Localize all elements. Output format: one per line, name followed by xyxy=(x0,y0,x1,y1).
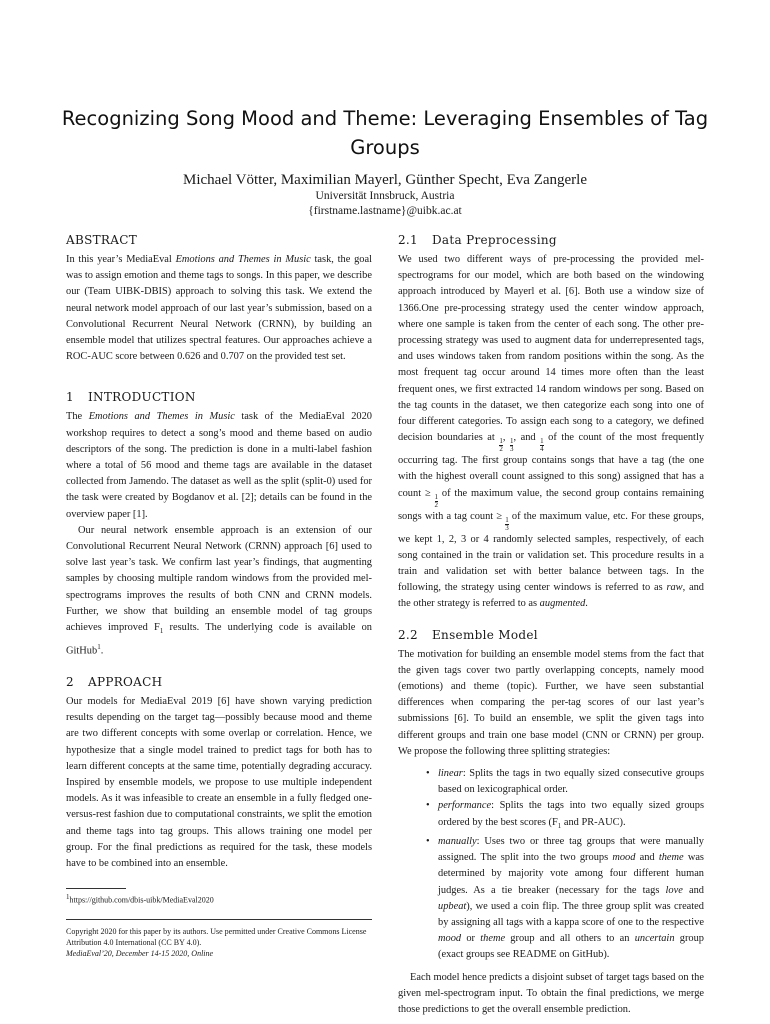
abstract-heading: ABSTRACT xyxy=(66,233,137,247)
left-column xyxy=(66,230,372,959)
approach-heading: 2 APPROACH xyxy=(66,675,163,690)
introduction-paragraph-1: The Emotions and Themes in Music task of the MediaEval 2020 workshop requires to detect a song’s mood and theme based on audio descriptors of the song. The prediction is done in a multi-label fashion where a total of 56 mood and theme tags are available in the dataset collected from Jamendo. The dataset as well as the split (split-0) used for the task were created by Bogdanov et al. [2]; details can be found in the overview paper [1]. xyxy=(66,411,372,520)
ensemble-paragraph-2: Each model hence predicts a disjoint subset of target tags based on the given mel-spectrogram input. To obtain the final predictions, we merge those predictions to get the overall ensemble prediction. xyxy=(398,971,704,1015)
fraction-one-third: $\frac{1}{3}$ xyxy=(505,515,509,532)
introduction-paragraph-2: Our neural network ensemble approach is an extension of our Convolutional Recurrent Neural Network (CRNN) approach [6] used to solve last year’s task. We confirm last year’s findings, that augmenting samples by choosing multiple random windows from the provided mel-spectrograms improves the results of both CNN and CRNN models. Further, we show that building an ensemble model of tag groups achieves improved $F_1$ results. The underlying code is available on GitHub$^1$. xyxy=(66,524,372,657)
strategy-list xyxy=(438,766,704,964)
footnote-divider xyxy=(66,888,126,889)
copyright-divider xyxy=(66,919,372,920)
list-item: • performance: Splits the tags into two equally sized groups ordered by the best scores ($F_1$ and PR-AUC). xyxy=(438,798,704,833)
list-item: • manually: Uses two or three tag groups that were manually assigned. The split into the two groups mood and theme was determined by majority vote among four different human judges. As a tie breaker (necessary for the tags love and upbeat), we used a coin flip. The three group split was created by assigning all tags with a kappa score of one to the respective mood or theme group and all others to an uncertain group (exact groups see README on GitHub). xyxy=(438,834,704,964)
author-list: Michael Vötter, Maximilian Mayerl, Günther Specht, Eva Zangerle xyxy=(183,172,587,188)
footnote: $^1$https://github.com/dbis-uibk/MediaEval2020 xyxy=(66,893,214,905)
author-email: {firstname.lastname}@uibk.ac.at xyxy=(308,205,462,217)
introduction-heading: 1 INTRODUCTION xyxy=(66,390,196,405)
right-column xyxy=(398,230,704,1018)
fraction-one-half: $\frac{1}{2}$ xyxy=(434,492,439,509)
footnote-marker: 1 xyxy=(97,643,101,652)
fraction-one-half: $\frac{1}{2}$ xyxy=(499,437,503,454)
paper-title: Recognizing Song Mood and Theme: Leveraging Ensembles of Tag Groups xyxy=(61,107,709,159)
abstract-text: In this year’s MediaEval Emotions and Themes in Music task, the goal was to assign emotion and theme tags to songs. In this paper, we describe our (Team UIBK-DBIS) approach to solving this task. We extend the neural network model approach of our last year’s submission, based on a Convolutional Recurrent Neural Network (CRNN), by building an ensemble model that utilizes spectral features. Our approaches achieve a ROC-AUC score between 0.626 and 0.707 on the provided test set. xyxy=(66,254,373,363)
affiliation: Universität Innsbruck, Austria xyxy=(315,190,455,202)
list-item: • linear: Splits the tags in two equally sized consecutive groups based on lexicographical order. xyxy=(438,766,704,798)
approach-paragraph: Our models for MediaEval 2019 [6] have shown varying prediction results depending on the target tag—possibly because mood and theme are two different concepts with some overlap or correlation. Hence, we hypothesize that a single model trained to predict tags for both has to learn different concepts at the same time, potentially degrading accuracy. Inspired by ensemble models, we propose to use multiple independent models. As it was infeasible to create an ensemble in a fully fledged one-versus-rest fashion due to computational constraints, we split the emotion and theme tags into tag groups. This allows training one model per group. For the final predictions as required for the task, these models have to be combined into an ensemble. xyxy=(66,696,372,870)
preprocessing-paragraph: We used two different ways of pre-processing the provided mel-spectrograms for our model, which are both based on the windowing approach introduced by Mayerl et al. [6]. Both use a window size of 1366.One pre-processing strategy used the center window approach, where one sample is taken from the center of each song. The other pre-processing strategy was used to augment data for underrepresented tags, and uses windows taken from random positions within the song. As the most frequent tag occur around 14 times more often than the least frequent ones, we first extracted 14 random windows per song. Based on the tag counts in the dataset, we then categorize each song into one of four different categories. To assign each song to a category, we defined decision boundaries at $\frac{1}{2}$ , $\frac{1}{3}$ , and $\frac{1}{4}$ of the count of the most frequently occurring tag. The first group contains songs that have a tag (the one with the highest overall count assigned to this song) assigned that has a count ≥ $\frac{1}{2}$ of the maximum value, the second group contains remaining songs with a tag count ≥ $\frac{1}{3}$ of the maximum value, etc. For these groups, we kept 1, 2, 3 or 4 randomly selected samples, respectively, of each song contained in the train or validation set. This procedure results in a train and validation set with better balance between tags. In the following, the strategy using center windows is referred to as raw, and the other strategy is referred to as augmented. xyxy=(398,254,705,610)
venue-line: MediaEval’20, December 14-15 2020, Online xyxy=(66,948,214,958)
ensemble-heading: 2.2 Ensemble Model xyxy=(398,627,538,642)
preprocessing-heading: 2.1 Data Preprocessing xyxy=(398,233,557,247)
fraction-one-third: $\frac{1}{3}$ xyxy=(509,437,514,454)
fraction-one-quarter: $\frac{1}{4}$ xyxy=(540,437,544,454)
ensemble-paragraph-1: The motivation for building an ensemble model stems from the fact that the given tags cover two partly overlapping concepts, namely mood (emotions) and theme (topic). Further, we have seen substantial differences when comparing the per-tag scores of our last year’s submissions [6]. To build an ensemble, we split the given tags into different groups and train one base model (CNN or CRNN) per group. We propose the following three splitting strategies: xyxy=(398,648,704,757)
copyright-notice: Copyright 2020 for this paper by its authors. Use permitted under Creative Commons License Attribution 4.0 International (CC BY 4.0). xyxy=(66,926,367,947)
